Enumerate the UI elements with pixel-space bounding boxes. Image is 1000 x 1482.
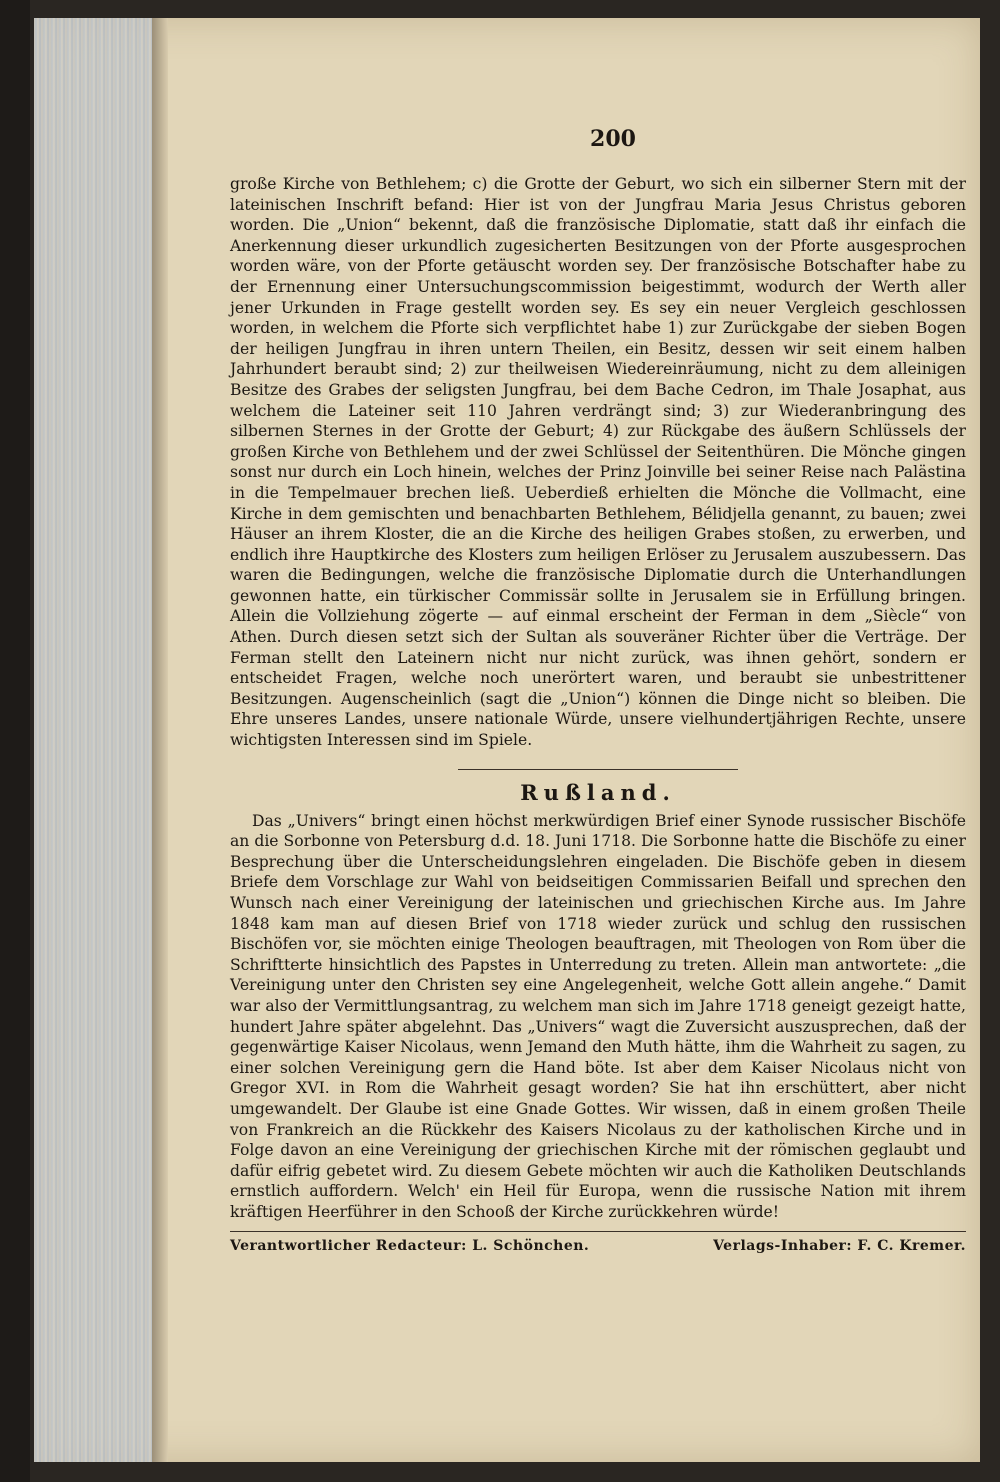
page-content xyxy=(230,126,966,1254)
book-binding-edge xyxy=(34,18,152,1462)
footer-publisher: Verlags-Inhaber: F. C. Kremer. xyxy=(713,1237,966,1254)
page-number: 200 xyxy=(590,126,636,152)
book-page xyxy=(34,18,980,1462)
article-paragraph-continued: große Kirche von Bethlehem; c) die Grotte der Geburt, wo sich ein silberner Stern mit der lateinischen Inschrift befand: Hier ist von der Jungfrau Maria Jesus Christus geboren worden. Die „Union“ bekennt, daß die französische Diplomatie, statt daß ihr einfach die Anerkennung dieser urkundlich zugesicherten Besitzungen von der Pforte ausgesprochen worden wäre, von der Pforte getäuscht worden sey. Der französische Botschafter habe zu der Ernennung einer Untersuchungscommission beigestimmt, wodurch der Werth aller jener Urkunden in Frage gestellt worden sey. Es sey ein neuer Vergleich geschlossen worden, in welchem die Pforte sich verpflichtet habe 1) zur Zurückgabe der sieben Bogen der heiligen Jungfrau in ihren untern Theilen, ein Besitz, dessen wir seit einem halben Jahrhundert beraubt sind; 2) zur theilweisen Wiedereinräumung, nicht zu dem alleinigen Besitze des Grabes der seligsten Jungfrau, bei dem Bache Cedron, im Thale Josaphat, aus welchem die Lateiner seit 110 Jahren verdrängt sind; 3) zur Wiederanbringung des silbernen Sternes in der Grotte der Geburt; 4) zur Rückgabe des äußern Schlüssels der großen Kirche von Bethlehem und der zwei Schlüssel der Seitenthüren. Die Mönche gingen sonst nur durch ein Loch hinein, welches der Prinz Joinville bei seiner Reise nach Palästina in die Tempelmauer brechen ließ. Ueberdieß erhielten die Mönche die Vollmacht, eine Kirche in dem gemischten und benachbarten Bethlehem, Bélidjella genannt, zu bauen; zwei Häuser an ihrem Kloster, die an die Kirche des heiligen Grabes stoßen, zu erwerben, und endlich ihre Hauptkirche des Klosters zum heiligen Erlöser zu Jerusalem auszubessern. Das waren die Bedingungen, welche die französische Diplomatie durch die Unterhandlungen gewonnen hatte, ein türkischer Commissär sollte in Jerusalem sie in Erfüllung bringen. Allein die Vollziehung zögerte — auf einmal erscheint der Ferman in dem „Siècle“ von Athen. Durch diesen setzt sich der Sultan als souveräner Richter über die Verträge. Der Ferman stellt den Lateinern nicht nur nicht zurück, was ihnen gehört, sondern er entscheidet Fragen, welche noch unerörtert waren, und beraubt sie unbestrittener Besitzungen. Augenscheinlich (sagt die „Union“) können die Dinge nicht so bleiben. Die Ehre unseres Landes, unsere nationale Würde, unsere vielhundertjährigen Rechte, unsere wichtigsten Interessen sind im Spiele. xyxy=(230,175,966,750)
page-footer xyxy=(230,1238,966,1254)
page-gutter xyxy=(152,18,168,1462)
scan-background-edge xyxy=(0,0,30,1482)
section-divider xyxy=(458,769,738,770)
footer-editor: Verantwortlicher Redacteur: L. Schönchen. xyxy=(230,1237,590,1254)
section-heading-russia: Rußland. xyxy=(520,779,676,805)
footer-divider xyxy=(230,1231,966,1232)
article-paragraph-russia: Das „Univers“ bringt einen höchst merkwürdigen Brief einer Synode russischer Bischöfe an die Sorbonne von Petersburg d.d. 18. Juni 1718. Die Sorbonne hatte die Bischöfe zu einer Besprechung über die Unterscheidungslehren eingeladen. Die Bischöfe geben in diesem Briefe dem Vorschlage zur Wahl von beidseitigen Commissarien Beifall und sprechen den Wunsch nach einer Vereinigung der lateinischen und griechischen Kirche aus. Im Jahre 1848 kam man auf diesen Brief von 1718 wieder zurück und schlug den russischen Bischöfen vor, sie möchten einige Theologen beauftragen, mit Theologen von Rom über die Schriftterte hinsichtlich des Papstes in Unterredung zu treten. Allein man antwortete: „die Vereinigung unter den Christen sey eine Angelegenheit, welche Gott allein angehe.“ Damit war also der Vermittlungsantrag, zu welchem man sich im Jahre 1718 geneigt gezeigt hatte, hundert Jahre später abgelehnt. Das „Univers“ wagt die Zuversicht auszusprechen, daß der gegenwärtige Kaiser Nicolaus, wenn Jemand den Muth hätte, ihm die Wahrheit zu sagen, zu einer solchen Vereinigung gern die Hand böte. Ist aber dem Kaiser Nicolaus nicht von Gregor XVI. in Rom die Wahrheit gesagt worden? Sie hat ihn erschüttert, aber nicht umgewandelt. Der Glaube ist eine Gnade Gottes. Wir wissen, daß in einem großen Theile von Frankreich an die Rückkehr des Kaisers Nicolaus zu der katholischen Kirche und in Folge davon an eine Vereinigung der griechischen Kirche mit der römischen geglaubt und dafür eifrig gebetet wird. Zu diesem Gebete möchten wir auch die Katholiken Deutschlands ernstlich auffordern. Welch' ein Heil für Europa, wenn die russische Nation mit ihrem kräftigen Heerführer in den Schooß der Kirche zurückkehren würde! xyxy=(230,811,966,1221)
